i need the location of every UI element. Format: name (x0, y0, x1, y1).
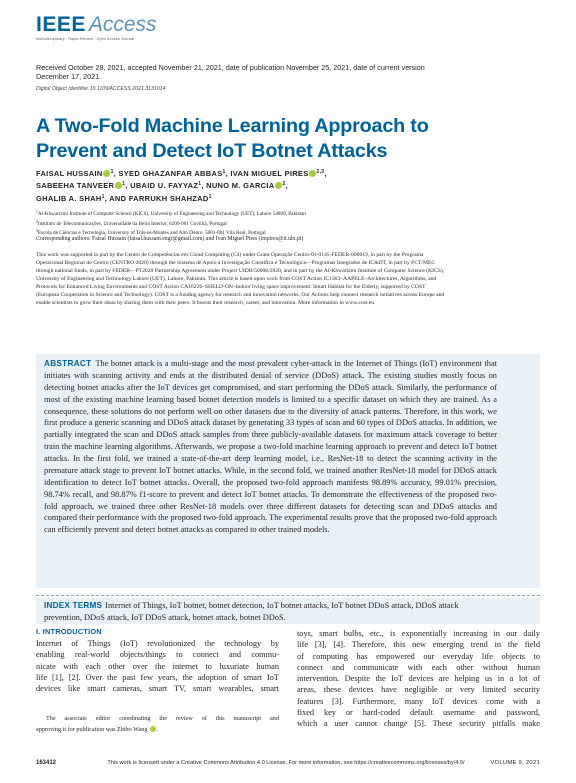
text-line: toys, smart bulbs, etc., is exponentially increasing in our daily (297, 629, 540, 638)
affiliation-sup: 1 (36, 210, 38, 214)
author-affiliation-sup: 1 (222, 169, 226, 175)
text-line: connect and communicate with each other without human (297, 662, 540, 672)
author-affiliation-sup: 1 (122, 181, 126, 188)
orcid-icon[interactable] (115, 182, 122, 189)
author-separator: , (324, 169, 327, 178)
abstract-heading: ABSTRACT (44, 359, 92, 368)
affiliation-text: Escola de Ciências e Tecnologia, University of Trás-os-Montes and Alto Douro, 5001-801 Vila Real, Portugal (37, 230, 266, 236)
affiliation-sup: 2 (36, 219, 38, 224)
author-list (36, 167, 436, 204)
affiliation-line (36, 219, 456, 229)
text-line: devices like smart cameras, smart TV, smart wearables, smart (36, 684, 279, 694)
author-name: FAISAL HUSSAIN (36, 169, 103, 178)
author-name: , SYED GHAZANFAR ABBAS (113, 169, 223, 178)
footnote-text: The associate editor coordinating the review of this manuscript and (46, 715, 279, 722)
text-line: which a user cannot change [5]. These security pitfalls make (297, 719, 540, 729)
author-line-2 (36, 179, 436, 191)
orcid-icon[interactable] (150, 726, 156, 732)
index-terms (44, 600, 497, 624)
author-name: SABEEHA TANVEER (36, 181, 115, 191)
title-line-2: Prevent and Detect IoT Botnet Attacks (36, 140, 388, 162)
index-terms-heading: INDEX TERMS (44, 601, 103, 610)
footnote-line (36, 713, 279, 724)
text-line: life [1], [2]. Over the past few years, the adoption of smart IoT (36, 672, 279, 682)
author-affiliation-sup: 1 (208, 193, 212, 200)
text-line: fixed key or hard-coded default username and password, (297, 708, 540, 718)
text-line: nicate with each other over the internet to luxuriate human (36, 661, 279, 671)
author-affiliation-sup: 2,3 (316, 169, 325, 175)
doi[interactable]: Digital Object Identifier 10.1109/ACCESS.2021.3131014 (36, 86, 166, 92)
orcid-icon[interactable] (275, 182, 282, 189)
abstract (44, 358, 497, 536)
logo-ieee: IEEE (36, 13, 86, 36)
title-line-1: A Two-Fold Machine Learning Approach to (36, 115, 429, 137)
author-name: , AND FARRUKH SHAHZAD (104, 193, 209, 203)
page-number: 163412 (36, 760, 57, 766)
volume-label: VOLUME 9, 2021 (490, 760, 540, 766)
text-line: areas, these devices have negligible or very limited security (297, 685, 540, 695)
page-footer (36, 760, 540, 770)
author-affiliation-sup: 2 (282, 181, 286, 188)
logo-access: Access (88, 13, 157, 36)
orcid-icon[interactable] (103, 170, 110, 177)
footnote-period: . (156, 726, 159, 733)
footnote-text: approving it for publication was Zhibo Wang (36, 726, 148, 733)
author-separator: , (285, 181, 288, 191)
logo-wordmark (36, 14, 157, 36)
author-line-3 (36, 192, 436, 204)
index-terms-text: Internet of Things, IoT botnet, botnet detection, IoT botnet attacks, IoT botnet DDoS attack, DDoS attack prevention, DDoS attack, IoT DDoS attack, botnet attack, botnet DDoS. (44, 601, 459, 622)
text-line: Internet of Things (IoT) revolutionized the technology by (36, 639, 279, 648)
author-affiliation-sup: 1 (101, 193, 105, 200)
text-line: enabling real-world objects/things to connect and commu- (36, 650, 279, 660)
affiliation-sup: 3 (36, 229, 38, 233)
corresponding-authors: Corresponding authors: Faisal Hussain (faisal.hussain.engr@gmail.com) and Ivan Miguel Pires (impires@it.ubi.pt) (36, 236, 304, 242)
intro-right-column (297, 628, 540, 730)
author-name: GHALIB A. SHAH (36, 193, 102, 203)
affiliation-text: Instituto de Telecomunicações, Universidade da Beira Interior, 6200-001 Covilhã, Portugal (37, 220, 227, 227)
author-affiliation-sup: 1 (110, 169, 114, 175)
abstract-text: The botnet attack is a multi-stage and the most prevalent cyber-attack in the Internet of Things (IoT) environment that initiates with scanning activity and ends at the distributed denial of service (DDoS) attack. The existing studies mostly focus on detecting botnet attacks after the IoT devices get compromised, and start performing the DDoS attack. Similarly, the performance of most of the existing machine learning based botnet detection models is limited to a specific dataset on which they are trained. As a consequence, these solutions do not perform well on other datasets due to the diversity of attack patterns. Therefore, in this work, we first produce a generic scanning and DDoS attack dataset by generating 33 types of scan and 60 types of DDoS attacks. In addition, we partially integrated the scan and DDoS attack samples from three publicly-available datasets for maximum attack coverage to better train the machine learning algorithms. Afterwards, we propose a two-fold machine learning approach to prevent and detect IoT botnet attacks. In the first fold, we trained a state-of-the-art deep learning model, i.e., ResNet-18 to detect the scanning activity in the premature attack stage to prevent IoT botnet attacks. While, in the second fold, we trained another ResNet-18 model for DDoS attack identification to detect IoT botnet attacks. Overall, the proposed two-fold approach manifests 98.89% accuracy, 99.01% precision, 98.74% recall, and 98.87% f1-score to prevent and detect IoT botnet attacks. To demonstrate the effectiveness of the proposed two-fold approach, we trained three other ResNet-18 models over three different datasets for detecting scan and DDoS attacks and compared their performance with the proposed two-fold approach. The experimental results prove that the proposed two-fold approach can efficiently prevent and detect botnet attacks as compared to other trained models. (44, 359, 497, 535)
affiliation-text: Al-Khwarizmi Institute of Computer Science (KICS), University of Engineering and Technology (UET), Lahore 54890, Pakistan (37, 211, 306, 217)
author-line-1 (36, 167, 436, 179)
author-name: , IVAN MIGUEL PIRES (225, 169, 309, 178)
text-line: life [3], [4]. Therefore, this new emerging trend in the field (297, 640, 540, 650)
orcid-icon[interactable] (309, 170, 316, 177)
section-heading-introduction: I. INTRODUCTION (36, 627, 102, 636)
received-dates: Received October 28, 2021, accepted November 21, 2021, date of publication November 25, 2021, date of current version December 17, 2021. (36, 63, 425, 82)
author-name: , NUNO M. GARCIA (201, 181, 275, 191)
affiliation-line (36, 209, 456, 219)
affiliations (36, 209, 456, 238)
text-line: features [3]. Furthermore, many IoT devices come with a (297, 696, 540, 706)
paper-title (36, 114, 456, 164)
license-notice[interactable]: This work is licensed under a Creative Commons Attribution 4.0 License. For more information, see https://creativecommons.org/licenses/by/4.0/ (107, 760, 465, 766)
intro-left-column (36, 638, 279, 694)
abstract-divider (36, 595, 540, 596)
footnote-line (36, 724, 279, 735)
text-line: of computing has empowered our everyday life objects to (297, 651, 540, 661)
author-name: , UBAID U. FAYYAZ (125, 181, 199, 191)
text-line: intervention. Despite the IoT devices are helping us in a lot of (297, 674, 540, 684)
editor-footnote (36, 713, 279, 735)
logo-tagline: Multidisciplinary : Rapid Review : Open Access Journal (36, 37, 135, 41)
author-affiliation-sup: 1 (198, 181, 202, 188)
journal-logo (36, 14, 157, 41)
funding-statement: This work was supported in part by the Centro de Competências em Cloud Computing (C4) under Grant Operação Centro-01-0145-FEDER-000019, in part by the Programa Operacional Regional do Centro (CENTRO 2020) through the Sistema de Apoio à Investigação Científica e Tecnológica—Programas Integrados de IC&DT, in part by FCT/MEC through national funds, in part by FEDER—PT2020 Partnership Agreement under Project UIDB/50008/2020, and in part by the Al-Khwarizmi Institute of Computer Science (KICS), University of Engineering and Technology Lahore (UET), Lahore, Pakistan. This article is based upon work from COST Action IC1303–AAPELE–Architectures, Algorithms, and Protocols for Enhanced Living Environments and COST Action CA16226–SHELD-ON–Indoor living space improvement: Smart Habitat for the Elderly, supported by COST (European Cooperation in Science and Technology). COST is a funding agency for research and innovation networks. Our Actions help connect research initiatives across Europe and enable scientists to grow their ideas by sharing them with their peers. It boosts their research, career, and innovation. More information in www.cost.eu. (36, 252, 445, 306)
